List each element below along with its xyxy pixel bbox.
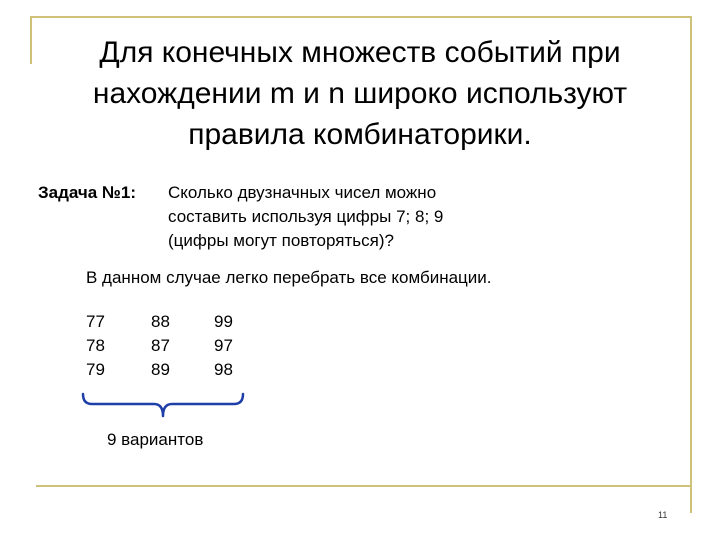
page-number: 11 [658, 510, 668, 520]
title-line-1: Для конечных множеств событий при [99, 36, 621, 69]
combination-item: 87 [151, 336, 170, 355]
result-caption: 9 вариантов [107, 430, 204, 449]
combination-item: 79 [86, 360, 105, 379]
task-text [168, 181, 443, 253]
frame-right-line [690, 16, 692, 513]
curly-brace-icon [80, 392, 250, 424]
frame-bottom-line [36, 485, 692, 487]
task-line-2: составить используя цифры 7; 8; 9 [168, 207, 444, 226]
task-label: Задача №1: [38, 183, 137, 202]
combination-item: 99 [214, 312, 233, 331]
slide-title [40, 32, 680, 155]
combination-item: 88 [151, 312, 170, 331]
frame-left-line [30, 16, 32, 64]
title-line-3: правила комбинаторики. [188, 118, 532, 151]
combination-item: 77 [86, 312, 105, 331]
frame-top-line [30, 16, 692, 18]
combination-column-9 [214, 310, 233, 382]
combination-item: 97 [214, 336, 233, 355]
combination-column-8 [151, 310, 170, 382]
title-line-2: нахождении m и n широко используют [92, 77, 628, 110]
combination-item: 89 [151, 360, 170, 379]
combination-item: 98 [214, 360, 233, 379]
task-line-3: (цифры могут повторяться)? [168, 231, 394, 250]
task-line-1: Сколько двузначных чисел можно [168, 183, 437, 202]
combination-item: 78 [86, 336, 105, 355]
note-text: В данном случае легко перебрать все комбинации. [86, 268, 492, 287]
combination-column-7 [86, 310, 105, 382]
